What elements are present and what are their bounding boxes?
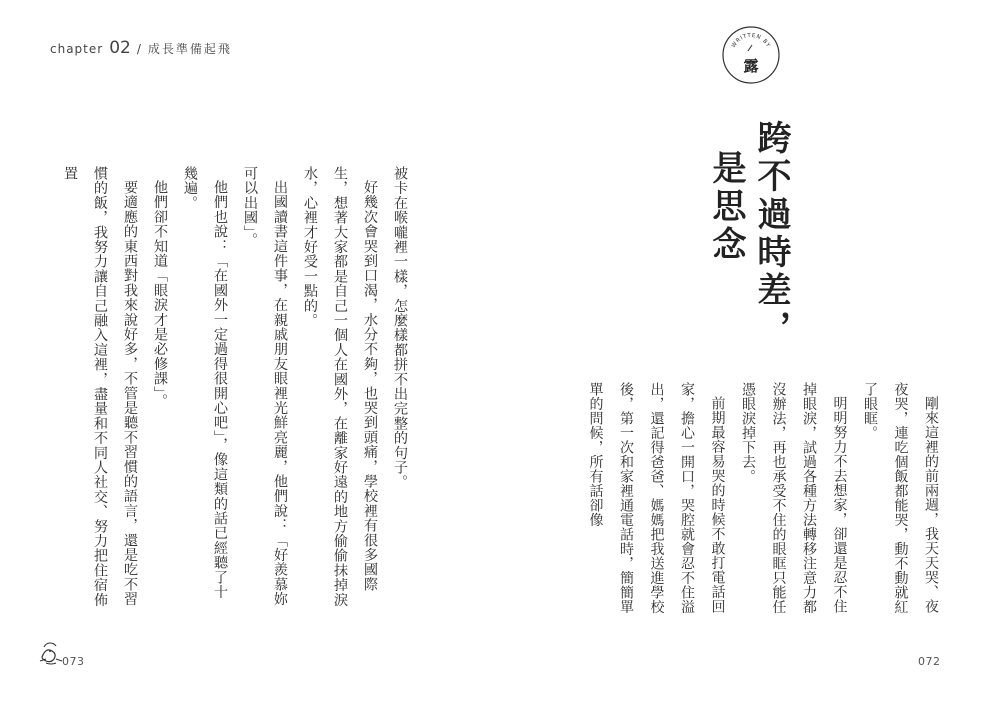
paragraph: 他們也說：「在國外一定過得很開心吧」，像這類的話已經聽了十幾遍。: [182, 166, 228, 600]
chapter-title: 成長準備起飛: [147, 42, 232, 56]
paragraph: 明明努力不去想家，卻還是忍不住掉眼淚，試過各種方法轉移注意力都沒辦法，再也承受不住的眼眶只能任憑眼淚掉下去。: [740, 382, 848, 614]
article-heading-line2: 是思念: [706, 150, 746, 264]
right-page: [500, 0, 1000, 709]
left-body-text: [55, 166, 415, 611]
chapter-number: 02: [109, 38, 131, 58]
chapter-word: chapter: [50, 42, 104, 56]
paragraph: 好幾次會哭到口渴，水分不夠，也哭到頭痛，學校裡有很多國際生，想著大家都是自己一個人在國外，在離家好遠的地方偷偷抹掉淚水，心裡才好受一點的。: [302, 166, 378, 607]
written-by-badge: [721, 25, 781, 85]
paragraph: 剛來這裡的前兩週，我天天哭、夜夜哭，連吃個飯都能哭，動不動就紅了眼眶。: [862, 382, 939, 614]
paragraph: 出國讀書這件事，在親戚朋友眼裡光鮮亮麗，他們說：「好羨慕妳可以出國」。: [242, 166, 288, 607]
right-body-text: [580, 382, 946, 627]
paragraph: 他們卻不知道「眼淚才是必修課」。: [152, 180, 168, 409]
running-header: [50, 38, 232, 58]
paragraph: 要適應的東西對我來說好多，不管是聽不習慣的語言，還是吃不習慣的飯，我努力讓自己融入這裡，盡量和不同人社交、努力把住宿佈置: [62, 166, 138, 607]
page-number-left: 073: [62, 655, 85, 668]
badge-label: WRITTEN BY: [730, 32, 772, 49]
pen-icon: [748, 45, 752, 51]
paragraph: 被卡在喉嚨裡一樣，怎麼樣都拼不出完整的句子。: [392, 166, 408, 490]
paragraph: 前期最容易哭的時候不敢打電話回家，擔心一開口，哭腔就會忍不住溢出，還記得爸爸、媽媽把我送進學校後，第一次和家裡通電話時，簡簡單單的問候，所有話卻像: [587, 382, 726, 614]
article-heading-line1: 跨不過時差，: [751, 120, 791, 348]
header-separator: /: [136, 42, 142, 56]
page-number-right: 072: [918, 655, 941, 668]
author-mark: 露: [743, 57, 759, 75]
